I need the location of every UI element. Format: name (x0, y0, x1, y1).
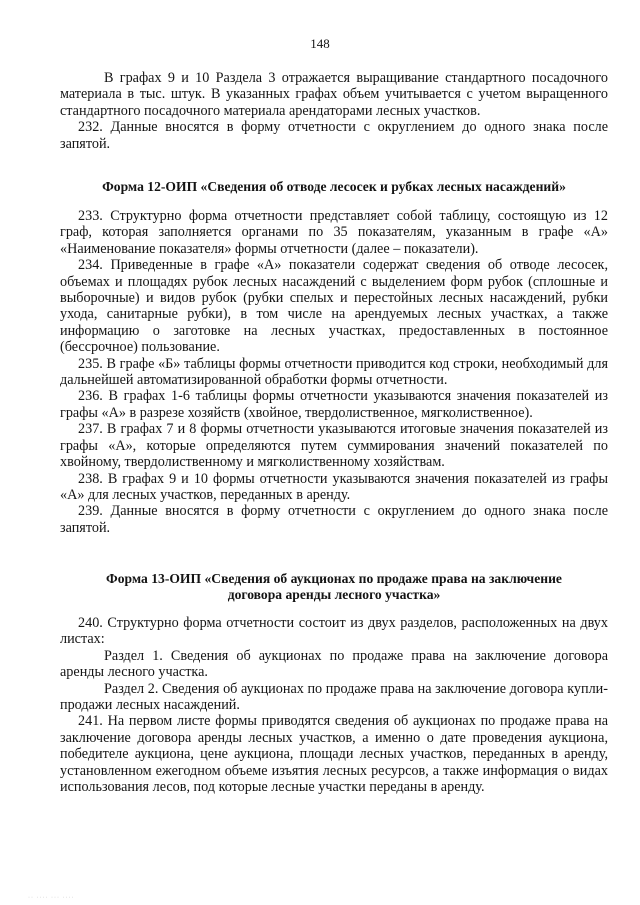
form12-heading: Форма 12-ОИП «Сведения об отводе лесосек и рубках лесных насаждений» (102, 179, 566, 194)
form12-heading-block (60, 179, 608, 195)
paragraph-235: 235. В графе «Б» таблицы формы отчетности приводится код строки, необходимый для дальнейшей автоматизированной обработки формы отчетности. (60, 355, 608, 389)
paragraph-237: 237. В графах 7 и 8 формы отчетности указываются итоговые значения показателей из графы «А», которые определяются путем суммирования значений показателей по хвойному, твердолиственному и мягколиственному хозяйствам. (60, 421, 608, 471)
form13-body (60, 615, 608, 795)
page-number: 148 (310, 36, 330, 51)
paragraph-241: 241. На первом листе формы приводятся сведения об аукционах по продаже права на заключение договора аренды лесных участков, а именно о дате проведения аукциона, победителе аукциона, цене аукциона, площади лесных участков, переданных в аренду, установленном ежегодном объеме изъятия лесных ресурсов, а также информация о видах использования лесов, под которые лесные участки переданы в аренду. (60, 713, 608, 796)
form13-heading-line2: договора аренды лесного участка» (227, 587, 441, 603)
paragraph-233: 233. Структурно форма отчетности представляет собой таблицу, состоящую из 12 граф, которая заполняется органами по 35 показателям, указанным в графе «А» «Наименование показателя» формы отчетности (далее – показатели). (60, 208, 608, 257)
paragraph-238: 238. В графах 9 и 10 формы отчетности указываются значения показателей из графы «А» для лесных участков, переданных в аренду. (60, 470, 608, 503)
section-1-description: Раздел 1. Сведения об аукционах по продаже права на заключение договора аренды лесного участка. (60, 647, 608, 681)
paragraph-232: 232. Данные вносятся в форму отчетности с округлением до одного знака после запятой. (60, 119, 608, 152)
form12-body (60, 208, 608, 536)
scan-footer-mark: ·· ···· ··· ···· (28, 895, 75, 901)
section-2-description: Раздел 2. Сведения об аукционах по продаже права на заключение договора купли-продажи лесных насаждений. (60, 680, 608, 714)
form13-heading-line1: Форма 13-ОИП «Сведения об аукционах по продаже права на заключение (106, 571, 562, 586)
paragraph-234: 234. Приведенные в графе «А» показатели содержат сведения об отводе лесосек, объемах и площадях рубок лесных насаждений с выделением форм рубок (сплошные и выборочные) и видов рубок (рубки спелых и перестойных лесных насаждений, рубки ухода, санитарные рубки), в том числе на арендуемых лесных участках, а также информацию о заготовке на лесных участках, предоставленных в постоянное (бессрочное) пользование. (60, 257, 608, 356)
paragraph-240: 240. Структурно форма отчетности состоит из двух разделов, расположенных на двух листах: (60, 615, 608, 648)
paragraph-236: 236. В графах 1-6 таблицы формы отчетности указываются значения показателей из графы «А» в разрезе хозяйств (хвойное, твердолиственное, мягколиственное). (60, 388, 608, 421)
form13-heading-block (60, 571, 608, 604)
paragraph-231-continuation: В графах 9 и 10 Раздела 3 отражается выращивание стандартного посадочного материала в тыс. штук. В указанных графах объем учитывается с учетом выращенного стандартного посадочного материала арендаторами лесных участков. (60, 70, 608, 119)
intro-block (60, 70, 608, 152)
paragraph-239: 239. Данные вносятся в форму отчетности с округлением до одного знака после запятой. (60, 503, 608, 536)
